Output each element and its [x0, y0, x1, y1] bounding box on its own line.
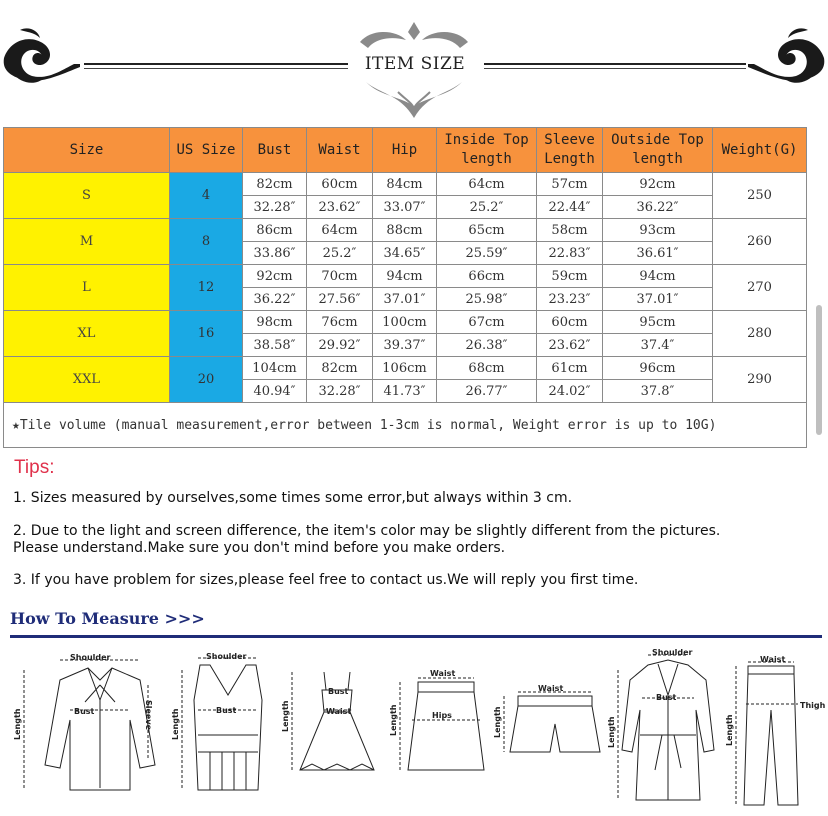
- waist-label: Waist: [538, 684, 564, 693]
- column-header-size: Size: [4, 128, 170, 173]
- cm-cell: 82cm: [307, 357, 373, 380]
- shoulder-label: Shoulder: [206, 652, 247, 661]
- cm-cell: 59cm: [537, 265, 603, 288]
- shoulder-label: Shoulder: [652, 648, 693, 657]
- shorts-diagram-icon: [493, 684, 600, 752]
- right-flourish-icon: [748, 28, 824, 82]
- page-header: [0, 0, 828, 125]
- measurement-note: [4, 403, 807, 448]
- inch-cell: 38.58″: [243, 334, 307, 357]
- length-label: Length: [725, 714, 734, 746]
- inch-cell: 29.92″: [307, 334, 373, 357]
- us-size-cell: 16: [170, 311, 243, 357]
- bust-label: Bust: [656, 693, 677, 702]
- size-cell: S: [4, 173, 170, 219]
- column-header-us-size: US Size: [170, 128, 243, 173]
- tip-item-2: 2. Due to the light and screen difference, the item's color may be slightly different from the pictures.: [13, 523, 721, 539]
- hips-label: Hips: [432, 711, 452, 720]
- cm-cell: 100cm: [373, 311, 437, 334]
- column-header-weight: Weight(G): [713, 128, 807, 173]
- column-header-inside-top-length: Inside Top length: [437, 128, 537, 173]
- left-flourish-icon: [4, 28, 80, 82]
- measurement-note-text: Tile volume (manual measurement,error between 1-3cm is normal, Weight error is up to 10G): [19, 417, 717, 433]
- cm-cell: 92cm: [243, 265, 307, 288]
- us-size-cell: 20: [170, 357, 243, 403]
- inch-cell: 33.07″: [373, 196, 437, 219]
- shoulder-label: Shoulder: [70, 653, 111, 662]
- cm-cell: 60cm: [307, 173, 373, 196]
- inch-cell: 25.2″: [307, 242, 373, 265]
- inch-cell: 25.98″: [437, 288, 537, 311]
- cm-cell: 98cm: [243, 311, 307, 334]
- inch-cell: 41.73″: [373, 380, 437, 403]
- cm-cell: 94cm: [373, 265, 437, 288]
- size-cell: XL: [4, 311, 170, 357]
- length-label: Length: [13, 708, 22, 740]
- column-header-bust: Bust: [243, 128, 307, 173]
- inch-cell: 36.61″: [603, 242, 713, 265]
- inch-cell: 32.28″: [307, 380, 373, 403]
- weight-cell: 260: [713, 219, 807, 265]
- inch-cell: 22.44″: [537, 196, 603, 219]
- tip-item-2-continued: Please understand.Make sure you don't mind before you make orders.: [13, 540, 506, 556]
- inch-cell: 40.94″: [243, 380, 307, 403]
- inch-cell: 26.38″: [437, 334, 537, 357]
- cm-cell: 104cm: [243, 357, 307, 380]
- weight-cell: 290: [713, 357, 807, 403]
- inch-cell: 23.62″: [307, 196, 373, 219]
- blouse-diagram-icon: [13, 653, 155, 790]
- cm-cell: 70cm: [307, 265, 373, 288]
- waist-label: Waist: [430, 669, 456, 678]
- cm-cell: 93cm: [603, 219, 713, 242]
- cm-cell: 92cm: [603, 173, 713, 196]
- inch-cell: 37.4″: [603, 334, 713, 357]
- size-chart-table: [3, 127, 807, 448]
- inch-cell: 26.77″: [437, 380, 537, 403]
- weight-cell: 270: [713, 265, 807, 311]
- inch-cell: 25.59″: [437, 242, 537, 265]
- column-header-waist: Waist: [307, 128, 373, 173]
- length-label: Length: [281, 700, 290, 732]
- inch-cell: 36.22″: [243, 288, 307, 311]
- table-header-row: [4, 128, 807, 173]
- table-row: [4, 311, 807, 334]
- column-header-outside-top-length: Outside Top length: [603, 128, 713, 173]
- inch-cell: 27.56″: [307, 288, 373, 311]
- cm-cell: 86cm: [243, 219, 307, 242]
- section-divider: [10, 635, 822, 638]
- cm-cell: 88cm: [373, 219, 437, 242]
- cm-cell: 64cm: [307, 219, 373, 242]
- length-label: Length: [389, 704, 398, 736]
- length-label: Length: [493, 706, 502, 738]
- length-label: Length: [607, 716, 616, 748]
- bust-label: Bust: [328, 687, 349, 696]
- tip-item-3: 3. If you have problem for sizes,please feel free to contact us.We will reply you first time.: [13, 572, 639, 588]
- cm-cell: 82cm: [243, 173, 307, 196]
- coat-diagram-icon: [607, 648, 714, 800]
- cm-cell: 84cm: [373, 173, 437, 196]
- cm-cell: 67cm: [437, 311, 537, 334]
- tip-item-1: 1. Sizes measured by ourselves,some times some error,but always within 3 cm.: [13, 490, 573, 506]
- cm-cell: 94cm: [603, 265, 713, 288]
- skirt-diagram-icon: [389, 669, 484, 770]
- us-size-cell: 8: [170, 219, 243, 265]
- star-icon: ★: [12, 417, 20, 433]
- cm-cell: 57cm: [537, 173, 603, 196]
- waist-label: Waist: [326, 707, 352, 716]
- inch-cell: 23.62″: [537, 334, 603, 357]
- table-row: [4, 219, 807, 242]
- us-size-cell: 4: [170, 173, 243, 219]
- inch-cell: 36.22″: [603, 196, 713, 219]
- inch-cell: 37.01″: [603, 288, 713, 311]
- waist-label: Waist: [760, 655, 786, 664]
- cm-cell: 96cm: [603, 357, 713, 380]
- cm-cell: 66cm: [437, 265, 537, 288]
- table-row: [4, 265, 807, 288]
- measurement-diagrams: [0, 640, 828, 816]
- inch-cell: 33.86″: [243, 242, 307, 265]
- table-row: [4, 357, 807, 380]
- inch-cell: 22.83″: [537, 242, 603, 265]
- cm-cell: 95cm: [603, 311, 713, 334]
- cm-cell: 64cm: [437, 173, 537, 196]
- length-label: Length: [171, 708, 180, 740]
- table-note-row: [4, 403, 807, 448]
- inch-cell: 23.23″: [537, 288, 603, 311]
- column-header-sleeve-length: Sleeve Length: [537, 128, 603, 173]
- inch-cell: 25.2″: [437, 196, 537, 219]
- cm-cell: 58cm: [537, 219, 603, 242]
- cm-cell: 106cm: [373, 357, 437, 380]
- tank-top-diagram-icon: [171, 652, 262, 790]
- inch-cell: 37.01″: [373, 288, 437, 311]
- size-cell: L: [4, 265, 170, 311]
- inch-cell: 34.65″: [373, 242, 437, 265]
- cm-cell: 61cm: [537, 357, 603, 380]
- weight-cell: 280: [713, 311, 807, 357]
- cm-cell: 60cm: [537, 311, 603, 334]
- inch-cell: 24.02″: [537, 380, 603, 403]
- dress-diagram-icon: [281, 672, 374, 770]
- how-to-measure-heading: How To Measure >>>: [10, 609, 205, 628]
- weight-cell: 250: [713, 173, 807, 219]
- inch-cell: 37.8″: [603, 380, 713, 403]
- bust-label: Bust: [216, 706, 237, 715]
- size-cell: XXL: [4, 357, 170, 403]
- cm-cell: 76cm: [307, 311, 373, 334]
- size-cell: M: [4, 219, 170, 265]
- inch-cell: 39.37″: [373, 334, 437, 357]
- tips-heading: Tips:: [14, 457, 55, 478]
- table-row: [4, 173, 807, 196]
- cm-cell: 65cm: [437, 219, 537, 242]
- bust-label: Bust: [74, 707, 95, 716]
- item-size-title: ITEM SIZE: [364, 54, 466, 74]
- sleeve-label: Sleeve: [144, 700, 153, 730]
- column-header-hip: Hip: [373, 128, 437, 173]
- cm-cell: 68cm: [437, 357, 537, 380]
- thigh-label: Thigh: [800, 701, 826, 710]
- vertical-scrollbar[interactable]: [816, 305, 822, 435]
- inch-cell: 32.28″: [243, 196, 307, 219]
- us-size-cell: 12: [170, 265, 243, 311]
- pants-diagram-icon: [725, 655, 826, 805]
